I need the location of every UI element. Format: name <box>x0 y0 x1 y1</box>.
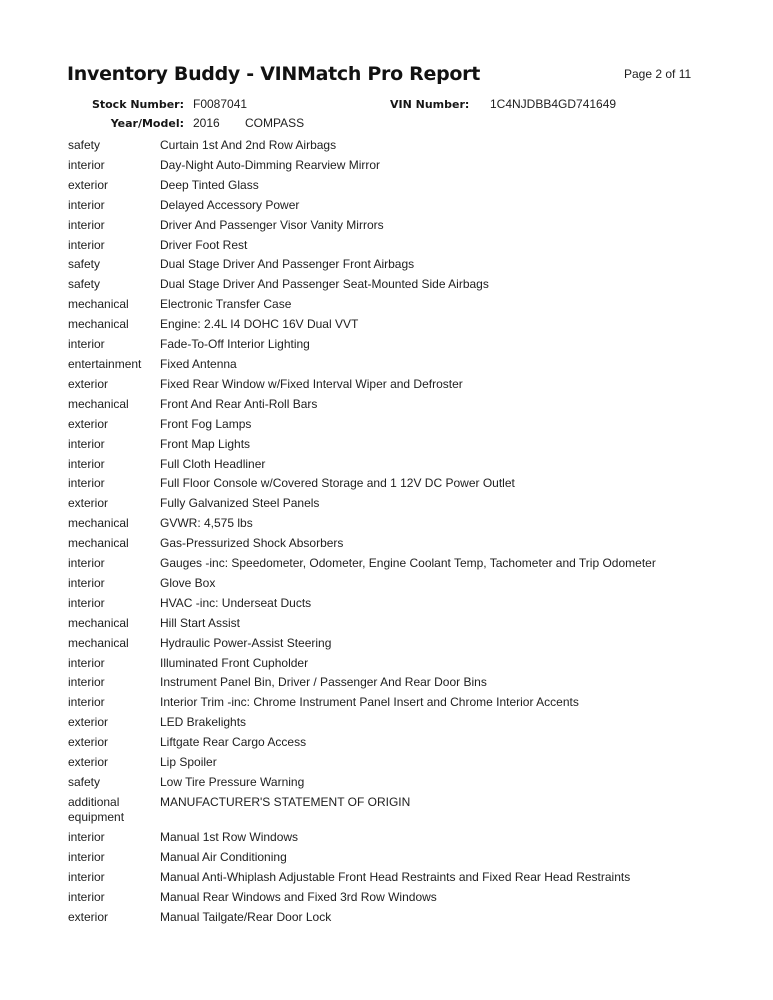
feature-row <box>68 695 736 710</box>
feature-category: interior <box>68 217 105 232</box>
feature-category: exterior <box>68 715 109 730</box>
feature-row <box>68 198 736 213</box>
feature-row <box>68 656 736 671</box>
feature-description: Glove Box <box>160 575 216 590</box>
feature-description: Curtain 1st And 2nd Row Airbags <box>160 138 337 152</box>
feature-description: Front Fog Lamps <box>160 416 252 431</box>
feature-description: Electronic Transfer Case <box>160 297 292 312</box>
feature-description: Lip Spoiler <box>160 755 217 770</box>
feature-row <box>68 850 736 865</box>
vin-number-value: 1C4NJDBB4GD741649 <box>490 97 617 111</box>
report-title: Inventory Buddy - VINMatch Pro Report <box>67 63 480 85</box>
feature-row <box>68 556 736 571</box>
feature-category: interior <box>68 870 105 885</box>
feature-description: Manual Air Conditioning <box>160 850 287 865</box>
year-value: 2016 <box>193 116 220 130</box>
feature-category: interior <box>68 889 105 904</box>
feature-row <box>68 890 736 905</box>
feature-category: interior <box>68 476 105 491</box>
feature-description: Manual Tailgate/Rear Door Lock <box>160 909 332 924</box>
feature-description: GVWR: 4,575 lbs <box>160 516 253 531</box>
feature-category: safety <box>68 257 101 272</box>
feature-description: Dual Stage Driver And Passenger Front Airbags <box>160 257 415 272</box>
feature-row <box>68 616 736 631</box>
feature-category: safety <box>68 138 101 152</box>
feature-description: Hydraulic Power-Assist Steering <box>160 635 332 650</box>
feature-category: interior <box>68 830 105 845</box>
feature-row <box>68 496 736 511</box>
feature-row <box>68 870 736 885</box>
year-model-label: Year/Model: <box>110 117 184 130</box>
feature-description: LED Brakelights <box>160 715 247 730</box>
feature-category: interior <box>68 456 105 471</box>
stock-number-value: F0087041 <box>193 97 248 111</box>
model-value: COMPASS <box>245 116 305 130</box>
feature-row <box>68 337 736 352</box>
feature-category: interior <box>68 655 105 670</box>
feature-category: mechanical <box>68 635 129 650</box>
feature-description: Hill Start Assist <box>160 615 241 630</box>
feature-description: Low Tire Pressure Warning <box>160 775 305 789</box>
feature-category: entertainment <box>68 356 142 371</box>
feature-description: Fade-To-Off Interior Lighting <box>160 337 310 352</box>
feature-description: Driver And Passenger Visor Vanity Mirrors <box>160 217 384 232</box>
feature-row <box>68 218 736 233</box>
feature-description: Instrument Panel Bin, Driver / Passenger And Rear Door Bins <box>160 675 487 690</box>
feature-row <box>68 536 736 551</box>
feature-description: Gas-Pressurized Shock Absorbers <box>160 536 344 551</box>
feature-row <box>68 178 736 193</box>
features-table <box>68 138 736 930</box>
feature-category: interior <box>68 436 105 451</box>
feature-category: exterior <box>68 735 109 750</box>
vin-number-label: VIN Number: <box>390 98 470 111</box>
feature-category: interior <box>68 695 105 710</box>
feature-category: exterior <box>68 416 109 431</box>
feature-description: Driver Foot Rest <box>160 237 248 252</box>
feature-description: Manual Anti-Whiplash Adjustable Front Head Restraints and Fixed Rear Head Restraints <box>160 870 631 885</box>
feature-category: exterior <box>68 909 109 924</box>
feature-description: Full Cloth Headliner <box>160 456 266 471</box>
feature-category: interior <box>68 157 105 172</box>
feature-category: interior <box>68 850 105 865</box>
feature-row <box>68 257 736 272</box>
feature-description: HVAC -inc: Underseat Ducts <box>160 595 312 610</box>
feature-category: interior <box>68 237 105 252</box>
feature-description: MANUFACTURER'S STATEMENT OF ORIGIN <box>160 794 411 809</box>
feature-category: interior <box>68 595 105 610</box>
feature-row <box>68 377 736 392</box>
feature-row <box>68 238 736 253</box>
feature-row <box>68 596 736 611</box>
feature-description: Liftgate Rear Cargo Access <box>160 735 307 750</box>
feature-category: mechanical <box>68 396 129 411</box>
feature-category: exterior <box>68 376 109 391</box>
feature-row <box>68 910 736 925</box>
feature-row <box>68 317 736 332</box>
stock-number-label: Stock Number: <box>91 98 184 111</box>
feature-row <box>68 675 736 690</box>
feature-category: interior <box>68 337 105 352</box>
feature-row <box>68 755 736 770</box>
feature-description: Illuminated Front Cupholder <box>160 655 309 670</box>
feature-row <box>68 476 736 491</box>
feature-row <box>68 516 736 531</box>
feature-description: Deep Tinted Glass <box>160 177 259 192</box>
feature-row <box>68 357 736 372</box>
feature-description: Delayed Accessory Power <box>160 197 300 212</box>
feature-category: mechanical <box>68 297 129 312</box>
feature-description: Manual Rear Windows and Fixed 3rd Row Windows <box>160 889 437 904</box>
feature-category: interior <box>68 197 105 212</box>
feature-description: Engine: 2.4L I4 DOHC 16V Dual VVT <box>160 317 359 332</box>
feature-description: Gauges -inc: Speedometer, Odometer, Engine Coolant Temp, Tachometer and Trip Odometer <box>160 556 656 571</box>
feature-category: interior <box>68 556 105 571</box>
feature-category: interior <box>68 675 105 690</box>
feature-description: Fixed Antenna <box>160 356 237 371</box>
feature-category: safety <box>68 775 101 789</box>
feature-description: Fully Galvanized Steel Panels <box>160 496 320 511</box>
feature-category: mechanical <box>68 516 129 531</box>
feature-category: mechanical <box>68 317 129 332</box>
feature-description: Fixed Rear Window w/Fixed Interval Wiper and Defroster <box>160 376 463 391</box>
feature-row <box>68 277 736 292</box>
feature-row <box>68 417 736 432</box>
feature-category: exterior <box>68 496 109 511</box>
feature-row <box>68 397 736 412</box>
feature-category: interior <box>68 575 105 590</box>
feature-description: Day-Night Auto-Dimming Rearview Mirror <box>160 157 381 172</box>
page-indicator: Page 2 of 11 <box>624 67 692 81</box>
feature-category: additional equipment <box>68 794 125 825</box>
feature-description: Full Floor Console w/Covered Storage and 1 12V DC Power Outlet <box>160 476 515 491</box>
feature-row <box>68 138 736 153</box>
feature-row <box>68 297 736 312</box>
feature-row <box>68 457 736 472</box>
feature-category: mechanical <box>68 615 129 630</box>
feature-row <box>68 775 736 790</box>
feature-row <box>68 795 736 826</box>
feature-category: safety <box>68 277 101 292</box>
feature-row <box>68 576 736 591</box>
feature-row <box>68 437 736 452</box>
feature-row <box>68 715 736 730</box>
feature-row <box>68 636 736 651</box>
feature-row <box>68 830 736 845</box>
feature-description: Interior Trim -inc: Chrome Instrument Panel Insert and Chrome Interior Accents <box>160 695 579 710</box>
feature-description: Front And Rear Anti-Roll Bars <box>160 396 318 411</box>
feature-category: exterior <box>68 177 109 192</box>
feature-row <box>68 735 736 750</box>
feature-category: exterior <box>68 755 109 770</box>
feature-category: mechanical <box>68 536 129 551</box>
feature-row <box>68 158 736 173</box>
feature-description: Manual 1st Row Windows <box>160 830 299 845</box>
feature-description: Front Map Lights <box>160 436 251 451</box>
feature-description: Dual Stage Driver And Passenger Seat-Mounted Side Airbags <box>160 277 489 292</box>
